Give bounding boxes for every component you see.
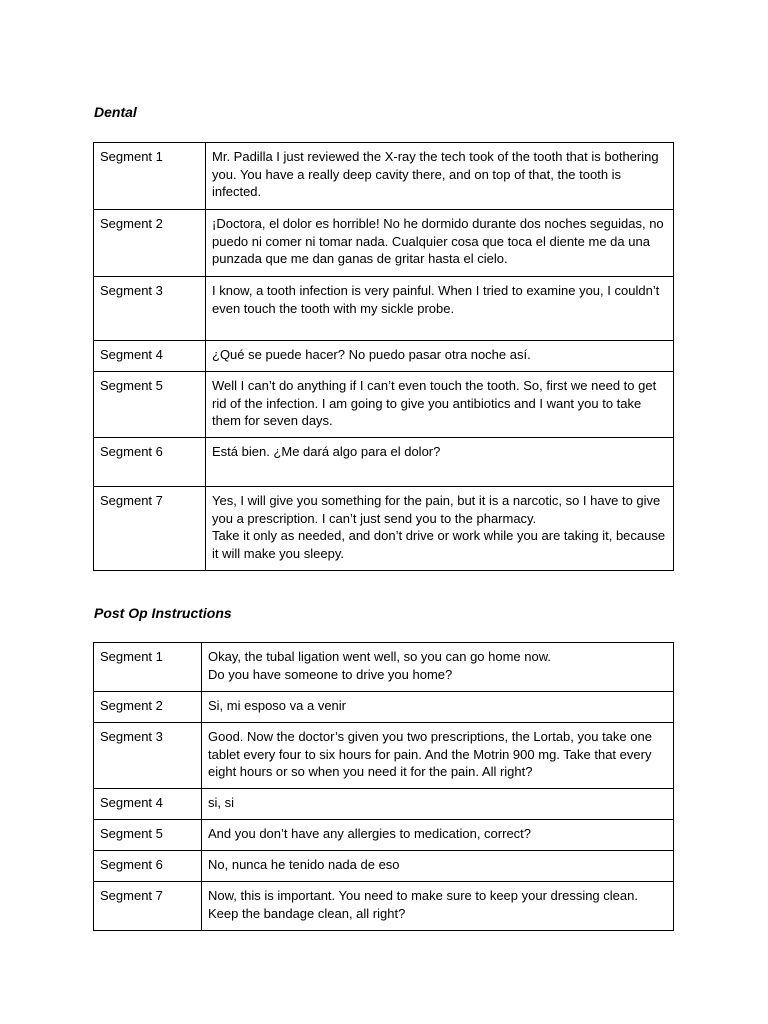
table-row [94, 692, 674, 723]
table-row [94, 341, 674, 372]
segment-text: I know, a tooth infection is very painful. When I tried to examine you, I couldn’t even touch the tooth with my sickle probe. [206, 277, 674, 341]
segment-text: Mr. Padilla I just reviewed the X-ray the tech took of the tooth that is bothering you. You have a really deep cavity there, and on top of that, the tooth is infected. [206, 143, 674, 210]
segment-text: And you don’t have any allergies to medication, correct? [202, 820, 674, 851]
segment-label: Segment 3 [94, 723, 202, 789]
segment-text: Now, this is important. You need to make sure to keep your dressing clean. Keep the bandage clean, all right? [202, 882, 674, 931]
table-row [94, 789, 674, 820]
segment-label: Segment 5 [94, 820, 202, 851]
segment-text: Good. Now the doctor’s given you two prescriptions, the Lortab, you take one tablet every four to six hours for pain. And the Motrin 900 mg. Take that every eight hours or so when you need it for the pain. All right? [202, 723, 674, 789]
dental-table [93, 142, 674, 571]
segment-text: Está bien. ¿Me dará algo para el dolor? [206, 438, 674, 487]
segment-label: Segment 1 [94, 143, 206, 210]
table-row [94, 643, 674, 692]
segment-text: ¡Doctora, el dolor es horrible! No he dormido durante dos noches seguidas, no puedo ni comer ni tomar nada. Cualquier cosa que toca el diente me da una punzada que me dan ganas de gritar hasta el cielo. [206, 210, 674, 277]
segment-text: Si, mi esposo va a venir [202, 692, 674, 723]
segment-text: Yes, I will give you something for the pain, but it is a narcotic, so I have to give you a prescription. I can’t just send you to the pharmacy. Take it only as needed, and don’t drive or work while you are taking it, because it will make you sleepy. [206, 487, 674, 571]
segment-label: Segment 7 [94, 487, 206, 571]
table-row [94, 210, 674, 277]
table-row [94, 851, 674, 882]
table-row [94, 882, 674, 931]
table-row [94, 143, 674, 210]
table-row [94, 820, 674, 851]
segment-label: Segment 1 [94, 643, 202, 692]
segment-label: Segment 2 [94, 692, 202, 723]
table-row [94, 372, 674, 438]
segment-label: Segment 4 [94, 341, 206, 372]
section-title-dental: Dental [94, 104, 137, 120]
segment-label: Segment 3 [94, 277, 206, 341]
segment-label: Segment 2 [94, 210, 206, 277]
table-row [94, 487, 674, 571]
segment-text: No, nunca he tenido nada de eso [202, 851, 674, 882]
segment-label: Segment 6 [94, 438, 206, 487]
segment-label: Segment 5 [94, 372, 206, 438]
segment-label: Segment 6 [94, 851, 202, 882]
segment-text: si, si [202, 789, 674, 820]
table-row [94, 277, 674, 341]
segment-label: Segment 4 [94, 789, 202, 820]
post-op-table [93, 642, 674, 931]
segment-text: Okay, the tubal ligation went well, so you can go home now. Do you have someone to drive you home? [202, 643, 674, 692]
table-row [94, 438, 674, 487]
table-row [94, 723, 674, 789]
segment-text: Well I can’t do anything if I can’t even touch the tooth. So, first we need to get rid of the infection. I am going to give you antibiotics and I want you to take them for seven days. [206, 372, 674, 438]
segment-label: Segment 7 [94, 882, 202, 931]
section-title-post-op: Post Op Instructions [94, 605, 232, 621]
segment-text: ¿Qué se puede hacer? No puedo pasar otra noche así. [206, 341, 674, 372]
